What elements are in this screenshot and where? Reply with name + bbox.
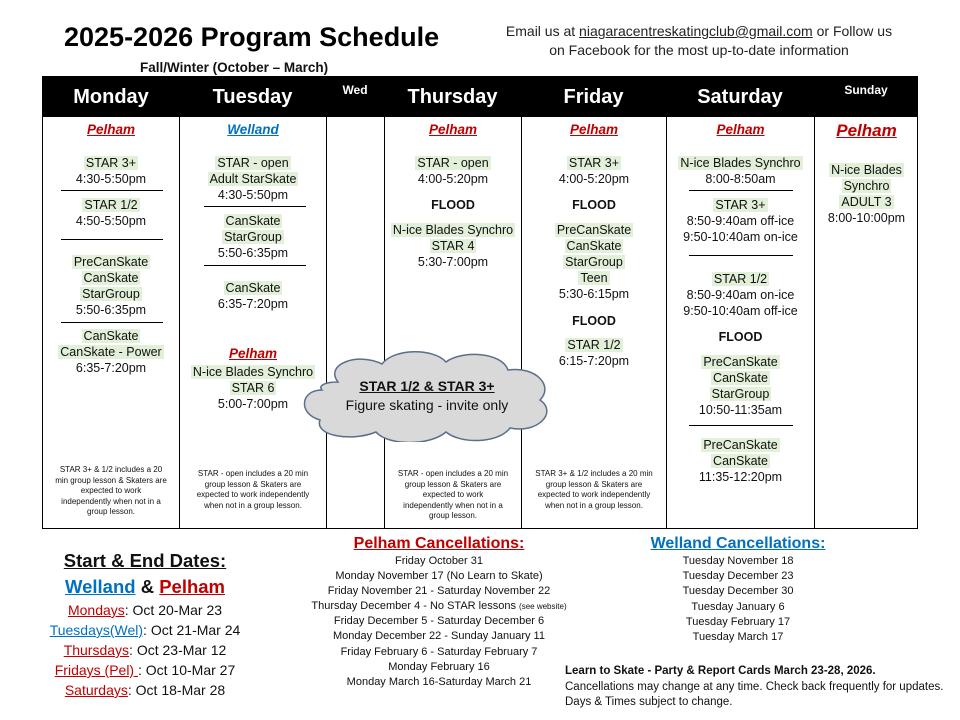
monday-time: 4:30-5:50pm (75, 172, 147, 186)
welland-cancellations (628, 534, 848, 645)
friday-program: CanSkate (566, 239, 622, 253)
thursday-time: 4:00-5:20pm (417, 172, 489, 186)
thursday-flood: FLOOD (431, 198, 475, 212)
dates-row-thursday (30, 640, 260, 660)
divider (61, 322, 163, 323)
monday-time: 5:50-6:35pm (75, 303, 147, 317)
cancellation-item: Tuesday December 30 (682, 585, 794, 598)
contact-line-1 (486, 22, 912, 41)
monday-program: StarGroup (82, 287, 140, 301)
email-link[interactable]: niagaracentreskatingclub@gmail.com (579, 23, 813, 39)
thursday-program: N-ice Blades Synchro (392, 223, 514, 237)
pelham-cancellations-heading: Pelham Cancellations: (353, 535, 525, 552)
note-line: when not in a group lesson. (545, 500, 643, 510)
friday-time: 5:30-6:15pm (558, 287, 630, 301)
disclaimer: Cancellations may change at any time. Check back frequently for updates. Days & Times subject to change. (565, 680, 944, 708)
note-line: independently when not in a (61, 496, 161, 506)
cancellation-item: Friday November 21 - Saturday November 22 (327, 585, 551, 598)
dates-row-tuesday (30, 620, 260, 640)
thursday-location: Pelham (428, 122, 478, 137)
season-subtitle: Fall/Winter (October – March) (140, 60, 329, 75)
monday-program: STAR 1/2 (84, 198, 138, 212)
saturday-program: STAR 3+ (715, 198, 766, 212)
dates-range: : Oct 20-Mar 23 (124, 602, 223, 618)
cancellation-item: Tuesday December 23 (682, 570, 794, 583)
monday-program: CanSkate (83, 329, 139, 343)
start-end-dates (30, 548, 260, 700)
cloud-callout-text (296, 377, 558, 415)
tuesday-time: 4:30-5:50pm (217, 188, 289, 202)
dates-label: Thursdays (63, 642, 130, 658)
dates-heading: Start & End Dates: (63, 550, 227, 571)
saturday-flood: FLOOD (718, 330, 763, 344)
tuesday-program: STAR - open (217, 156, 289, 170)
learn-to-skate-note: Learn to Skate - Party & Report Cards March 23-28, 2026. (565, 665, 876, 677)
saturday-program: STAR 1/2 (713, 272, 768, 286)
pelham-cancellations (300, 534, 578, 690)
monday-program: CanSkate (83, 271, 139, 285)
note-line: STAR 3+ & 1/2 includes a 20 min (535, 469, 653, 478)
cancellation-item (300, 599, 578, 614)
dates-subheading (30, 574, 260, 600)
note-line: when not in a group lesson. (204, 500, 302, 510)
divider (689, 255, 793, 256)
note-line: group lesson. (428, 511, 478, 520)
column-sunday (814, 117, 918, 528)
tuesday-program: N-ice Blades Synchro (192, 365, 314, 379)
dates-label: Mondays (67, 602, 125, 618)
monday-time: 6:35-7:20pm (75, 361, 147, 375)
divider (204, 265, 306, 266)
footer-note (565, 664, 950, 711)
saturday-time: 8:00-8:50am (705, 172, 776, 186)
thursday-time: 5:30-7:00pm (417, 255, 489, 269)
tuesday-note (184, 469, 322, 511)
sunday-program: N-ice Blades (831, 163, 902, 177)
see-website-note: (see website) (519, 602, 567, 612)
friday-program: STAR 1/2 (567, 338, 621, 352)
saturday-program: PreCanSkate (703, 438, 778, 452)
contact-line-2: on Facebook for the most up-to-date information (549, 42, 849, 58)
dates-pelham: Pelham (159, 576, 226, 597)
dates-row-friday (30, 660, 260, 680)
header-thursday: Thursday (384, 77, 521, 117)
contact-info (486, 22, 912, 60)
note-line: STAR - open includes a 20 min (197, 469, 309, 478)
header-sunday: Sunday (814, 77, 918, 117)
header-tuesday: Tuesday (179, 77, 326, 117)
cancellation-item: Tuesday January 6 (691, 600, 785, 613)
note-line: independently when not in a (403, 500, 503, 510)
note-line: STAR - open includes a 20 min (397, 469, 509, 478)
note-line: group lesson. (86, 507, 136, 516)
saturday-program: PreCanSkate (703, 355, 778, 369)
sunday-program: Synchro (843, 179, 890, 193)
tuesday-program: StarGroup (224, 230, 282, 244)
cancellation-item: Monday November 17 (No Learn to Skate) (335, 570, 543, 583)
thursday-program: STAR - open (417, 156, 489, 170)
column-saturday (666, 117, 814, 528)
welland-cancellations-heading: Welland Cancellations: (650, 535, 826, 552)
dates-welland: Welland (64, 576, 136, 597)
header-wednesday: Wed (326, 77, 384, 117)
tuesday-time: 5:50-6:35pm (217, 246, 289, 260)
saturday-time: 9:50-10:40am on-ice (683, 230, 798, 244)
saturday-program: StarGroup (711, 387, 770, 401)
cancellation-item: Friday February 6 - Saturday February 7 (340, 645, 538, 658)
cancellation-item: Tuesday February 17 (685, 615, 791, 628)
saturday-time: 11:35-12:20pm (698, 470, 783, 484)
note-line: expected to work (422, 490, 484, 499)
dates-range: : Oct 10-Mar 27 (137, 662, 236, 678)
note-line: group lesson & Skaters are (404, 479, 502, 489)
tuesday-location-2: Pelham (228, 346, 278, 361)
dates-row-monday (30, 600, 260, 620)
cancellation-item: Friday October 31 (394, 555, 484, 567)
column-monday (43, 117, 179, 528)
column-tuesday (179, 117, 326, 528)
dates-row-saturday (30, 680, 260, 700)
divider (61, 239, 163, 240)
column-thursday (384, 117, 521, 528)
column-wednesday (326, 117, 384, 528)
contact-prefix: Email us at (505, 23, 580, 39)
saturday-time: 8:50-9:40am on-ice (686, 288, 795, 302)
note-line: min group lesson & Skaters are (55, 475, 167, 485)
friday-program: Teen (580, 271, 608, 285)
monday-program: CanSkate - Power (60, 345, 162, 359)
thursday-program: STAR 4 (431, 239, 475, 253)
contact-suffix: or Follow us (812, 23, 893, 39)
saturday-time: 9:50-10:40am off-ice (683, 304, 798, 318)
header-friday: Friday (521, 77, 666, 117)
schedule-table (42, 76, 918, 529)
tuesday-program: Adult StarSkate (209, 172, 297, 186)
friday-program: STAR 3+ (568, 156, 620, 170)
dates-range: : Oct 21-Mar 24 (143, 622, 241, 638)
note-line: group lesson & Skaters are (545, 479, 643, 489)
note-line: expected to work (80, 486, 142, 495)
divider (689, 190, 793, 191)
saturday-location: Pelham (716, 122, 765, 137)
friday-time: 6:15-7:20pm (558, 354, 630, 368)
friday-time: 4:00-5:20pm (558, 172, 630, 186)
note-line: group lesson & Skaters are (204, 479, 302, 489)
monday-location: Pelham (86, 122, 136, 137)
cloud-title: STAR 1/2 & STAR 3+ (359, 378, 495, 394)
monday-note (47, 465, 175, 518)
friday-program: PreCanSkate (556, 223, 632, 237)
dates-label: Fridays (Pel) (54, 662, 138, 678)
dates-range: : Oct 23-Mar 12 (129, 642, 227, 658)
cancellation-item-text: Thursday December 4 - No STAR lessons (311, 600, 520, 613)
note-line: expected to work independently (196, 490, 310, 499)
saturday-program: CanSkate (713, 371, 768, 385)
cancellation-item: Monday February 16 (388, 660, 490, 673)
note-line: STAR 3+ & 1/2 includes a 20 (59, 465, 163, 474)
tuesday-program: CanSkate (225, 281, 281, 295)
tuesday-time: 6:35-7:20pm (217, 297, 289, 311)
header-monday: Monday (43, 77, 179, 117)
note-line: expected to work independently (537, 490, 651, 499)
page-title: 2025-2026 Program Schedule (64, 22, 440, 52)
saturday-time: 10:50-11:35am (698, 403, 783, 417)
cancellation-item: Tuesday November 18 (682, 555, 794, 567)
sunday-location: Pelham (836, 121, 897, 140)
sunday-program: ADULT 3 (841, 195, 892, 209)
column-friday (521, 117, 666, 528)
monday-time: 4:50-5:50pm (75, 214, 147, 228)
monday-program: PreCanSkate (73, 255, 149, 269)
cancellation-item: Monday December 22 - Sunday January 11 (333, 630, 545, 643)
cloud-subtitle: Figure skating - invite only (345, 397, 509, 413)
tuesday-time: 5:00-7:00pm (217, 397, 289, 411)
dates-label: Saturdays (64, 682, 128, 698)
divider (689, 425, 793, 426)
tuesday-program: CanSkate (225, 214, 281, 228)
thursday-note (389, 469, 517, 522)
header-saturday: Saturday (666, 77, 814, 117)
tuesday-location: Welland (227, 122, 279, 137)
tuesday-program: STAR 6 (231, 381, 275, 395)
saturday-program: N-ice Blades Synchro (680, 156, 801, 170)
friday-flood: FLOOD (572, 314, 616, 328)
divider (61, 190, 163, 191)
friday-note (526, 469, 662, 511)
dates-amp: & (135, 576, 160, 597)
saturday-program: CanSkate (713, 454, 768, 468)
friday-program: StarGroup (565, 255, 623, 269)
cancellation-item: Monday March 16-Saturday March 21 (346, 675, 532, 688)
cancellation-item: Tuesday March 17 (692, 631, 784, 644)
monday-program: STAR 3+ (85, 156, 137, 170)
friday-flood: FLOOD (572, 198, 616, 212)
divider (204, 206, 306, 207)
cancellation-item: Friday December 5 - Saturday December 6 (333, 615, 545, 628)
friday-location: Pelham (569, 122, 619, 137)
dates-label: Tuesdays(Wel) (49, 622, 144, 638)
sunday-time: 8:00-10:00pm (827, 211, 906, 225)
saturday-time: 8:50-9:40am off-ice (686, 214, 795, 228)
dates-range: : Oct 18-Mar 28 (127, 682, 226, 698)
